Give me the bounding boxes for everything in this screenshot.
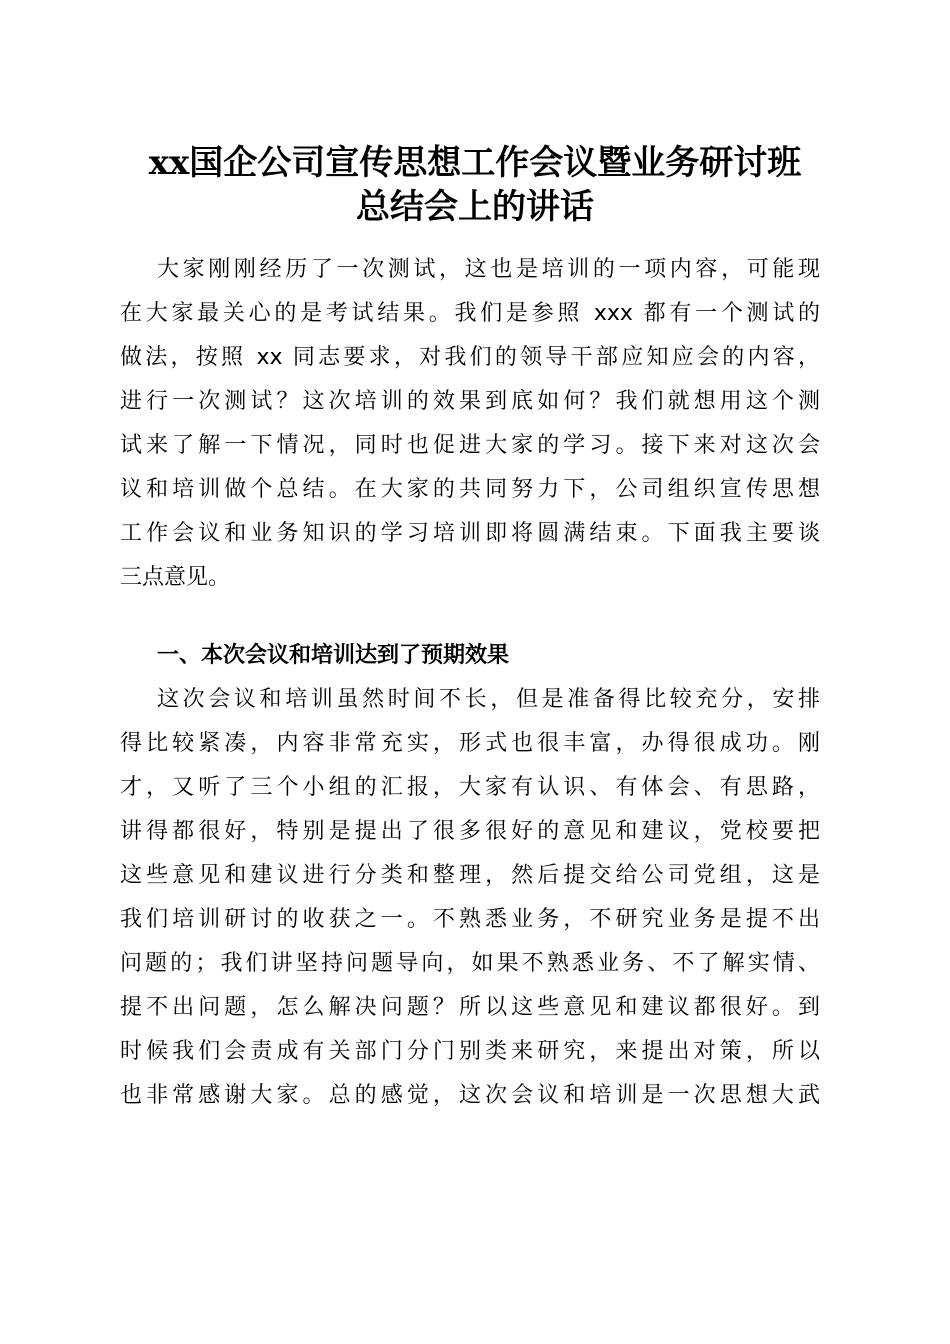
- text-line: 时候我们会责成有关部门分门别类来研究，来提出对策，所以: [120, 1039, 820, 1064]
- text-line: 讲得都很好，特别是提出了很多很好的意见和建议，党校要把: [120, 819, 820, 844]
- section-one: [120, 634, 820, 1118]
- text-line: 提不出问题，怎么解决问题？所以这些意见和建议都很好。到: [120, 995, 820, 1020]
- text-line: 这些意见和建议进行分类和整理，然后提交给公司党组，这是: [120, 863, 820, 888]
- text-line: 工作会议和业务知识的学习培训即将圆满结束。下面我主要谈: [120, 521, 820, 546]
- text-line: 大家刚刚经历了一次测试，这也是培训的一项内容，可能现: [157, 257, 820, 282]
- text-line: 三点意见。: [120, 565, 231, 590]
- text-line: 做法，按照 xx 同志要求，对我们的领导干部应知应会的内容，: [120, 345, 820, 370]
- text-line: 也非常感谢大家。总的感觉，这次会议和培训是一次思想大武: [120, 1083, 820, 1108]
- text-line: 议和培训做个总结。在大家的共同努力下，公司组织宣传思想: [120, 477, 820, 502]
- text-line: 这次会议和培训虽然时间不长，但是准备得比较充分，安排: [157, 687, 820, 712]
- text-line: 试来了解一下情况，同时也促进大家的学习。接下来对这次会: [120, 433, 820, 458]
- document-title-line-1: xx国企公司宣传思想工作会议暨业务研讨班: [148, 143, 802, 183]
- text-line: 在大家最关心的是考试结果。我们是参照 xxx 都有一个测试的: [120, 301, 820, 326]
- paragraph-intro: [120, 248, 820, 600]
- section-heading: 一、本次会议和培训达到了预期效果: [157, 643, 510, 668]
- text-line: 才，又听了三个小组的汇报，大家有认识、有体会、有思路，: [120, 775, 820, 800]
- text-line: 进行一次测试？这次培训的效果到底如何？我们就想用这个测: [120, 389, 820, 414]
- text-line: 问题的；我们讲坚持问题导向，如果不熟悉业务、不了解实情、: [120, 951, 820, 976]
- text-line: 得比较紧凑，内容非常充实，形式也很丰富，办得很成功。刚: [120, 731, 820, 756]
- text-line: 我们培训研讨的收获之一。不熟悉业务，不研究业务是提不出: [120, 907, 820, 932]
- document-title-line-2: 总结会上的讲话: [356, 187, 594, 227]
